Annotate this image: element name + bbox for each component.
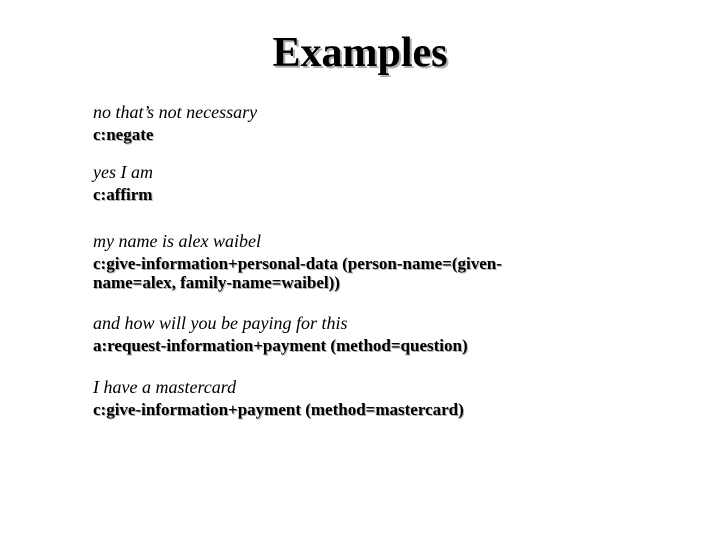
- example-negate: [93, 102, 563, 144]
- example-utterance: I have a mastercard: [93, 377, 237, 397]
- example-request-payment: [93, 313, 563, 355]
- slide-title: Examples: [272, 30, 448, 76]
- example-annotation: c:give-information+payment (method=mastercard): [93, 400, 464, 419]
- example-annotation: c:affirm: [93, 185, 153, 204]
- example-annotation: a:request-information+payment (method=question): [93, 336, 468, 355]
- example-personal-data: [93, 231, 563, 292]
- example-utterance: and how will you be paying for this: [93, 313, 348, 333]
- example-utterance: yes I am: [93, 162, 153, 182]
- example-give-payment: [93, 377, 563, 419]
- example-utterance: my name is alex waibel: [93, 231, 261, 251]
- example-affirm: [93, 162, 563, 204]
- example-utterance: no that’s not necessary: [93, 102, 258, 122]
- example-annotation: c:give-information+personal-data (person-name=(given-name=alex, family-name=waibel)): [93, 254, 502, 292]
- example-annotation: c:negate: [93, 125, 154, 144]
